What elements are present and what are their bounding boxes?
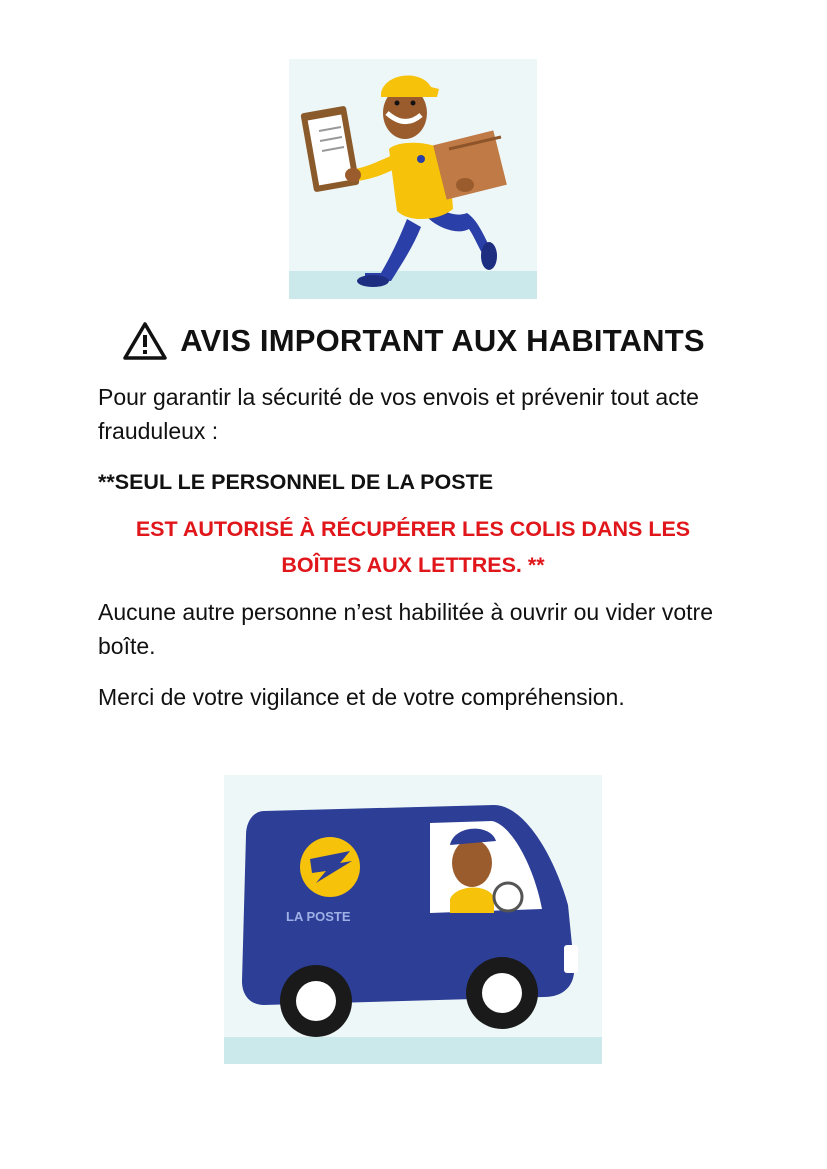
authorization-warning [98,511,728,583]
warning-icon [122,321,168,361]
van-lettering: LA POSTE [286,909,351,924]
intro-paragraph: Pour garantir la sécurité de vos envois et prévenir tout acte frauduleux : [98,384,699,444]
notice-title-row [0,318,827,364]
notice-title: AVIS IMPORTANT AUX HABITANTS [180,323,705,358]
authorization-line-1: EST AUTORISÉ À RÉCUPÉRER LES COLIS DANS LES [135,517,691,541]
staff-line: **SEUL LE PERSONNEL DE LA POSTE [98,470,494,494]
thanks-paragraph: Merci de votre vigilance et de votre compréhension. [98,684,625,710]
authorization-line-2: BOÎTES AUX LETTRES. ** [281,553,545,577]
nobody-paragraph: Aucune autre personne n’est habilitée à ouvrir ou vider votre boîte. [98,599,713,659]
postal-van-illustration [224,775,602,1064]
courier-illustration [289,59,537,299]
